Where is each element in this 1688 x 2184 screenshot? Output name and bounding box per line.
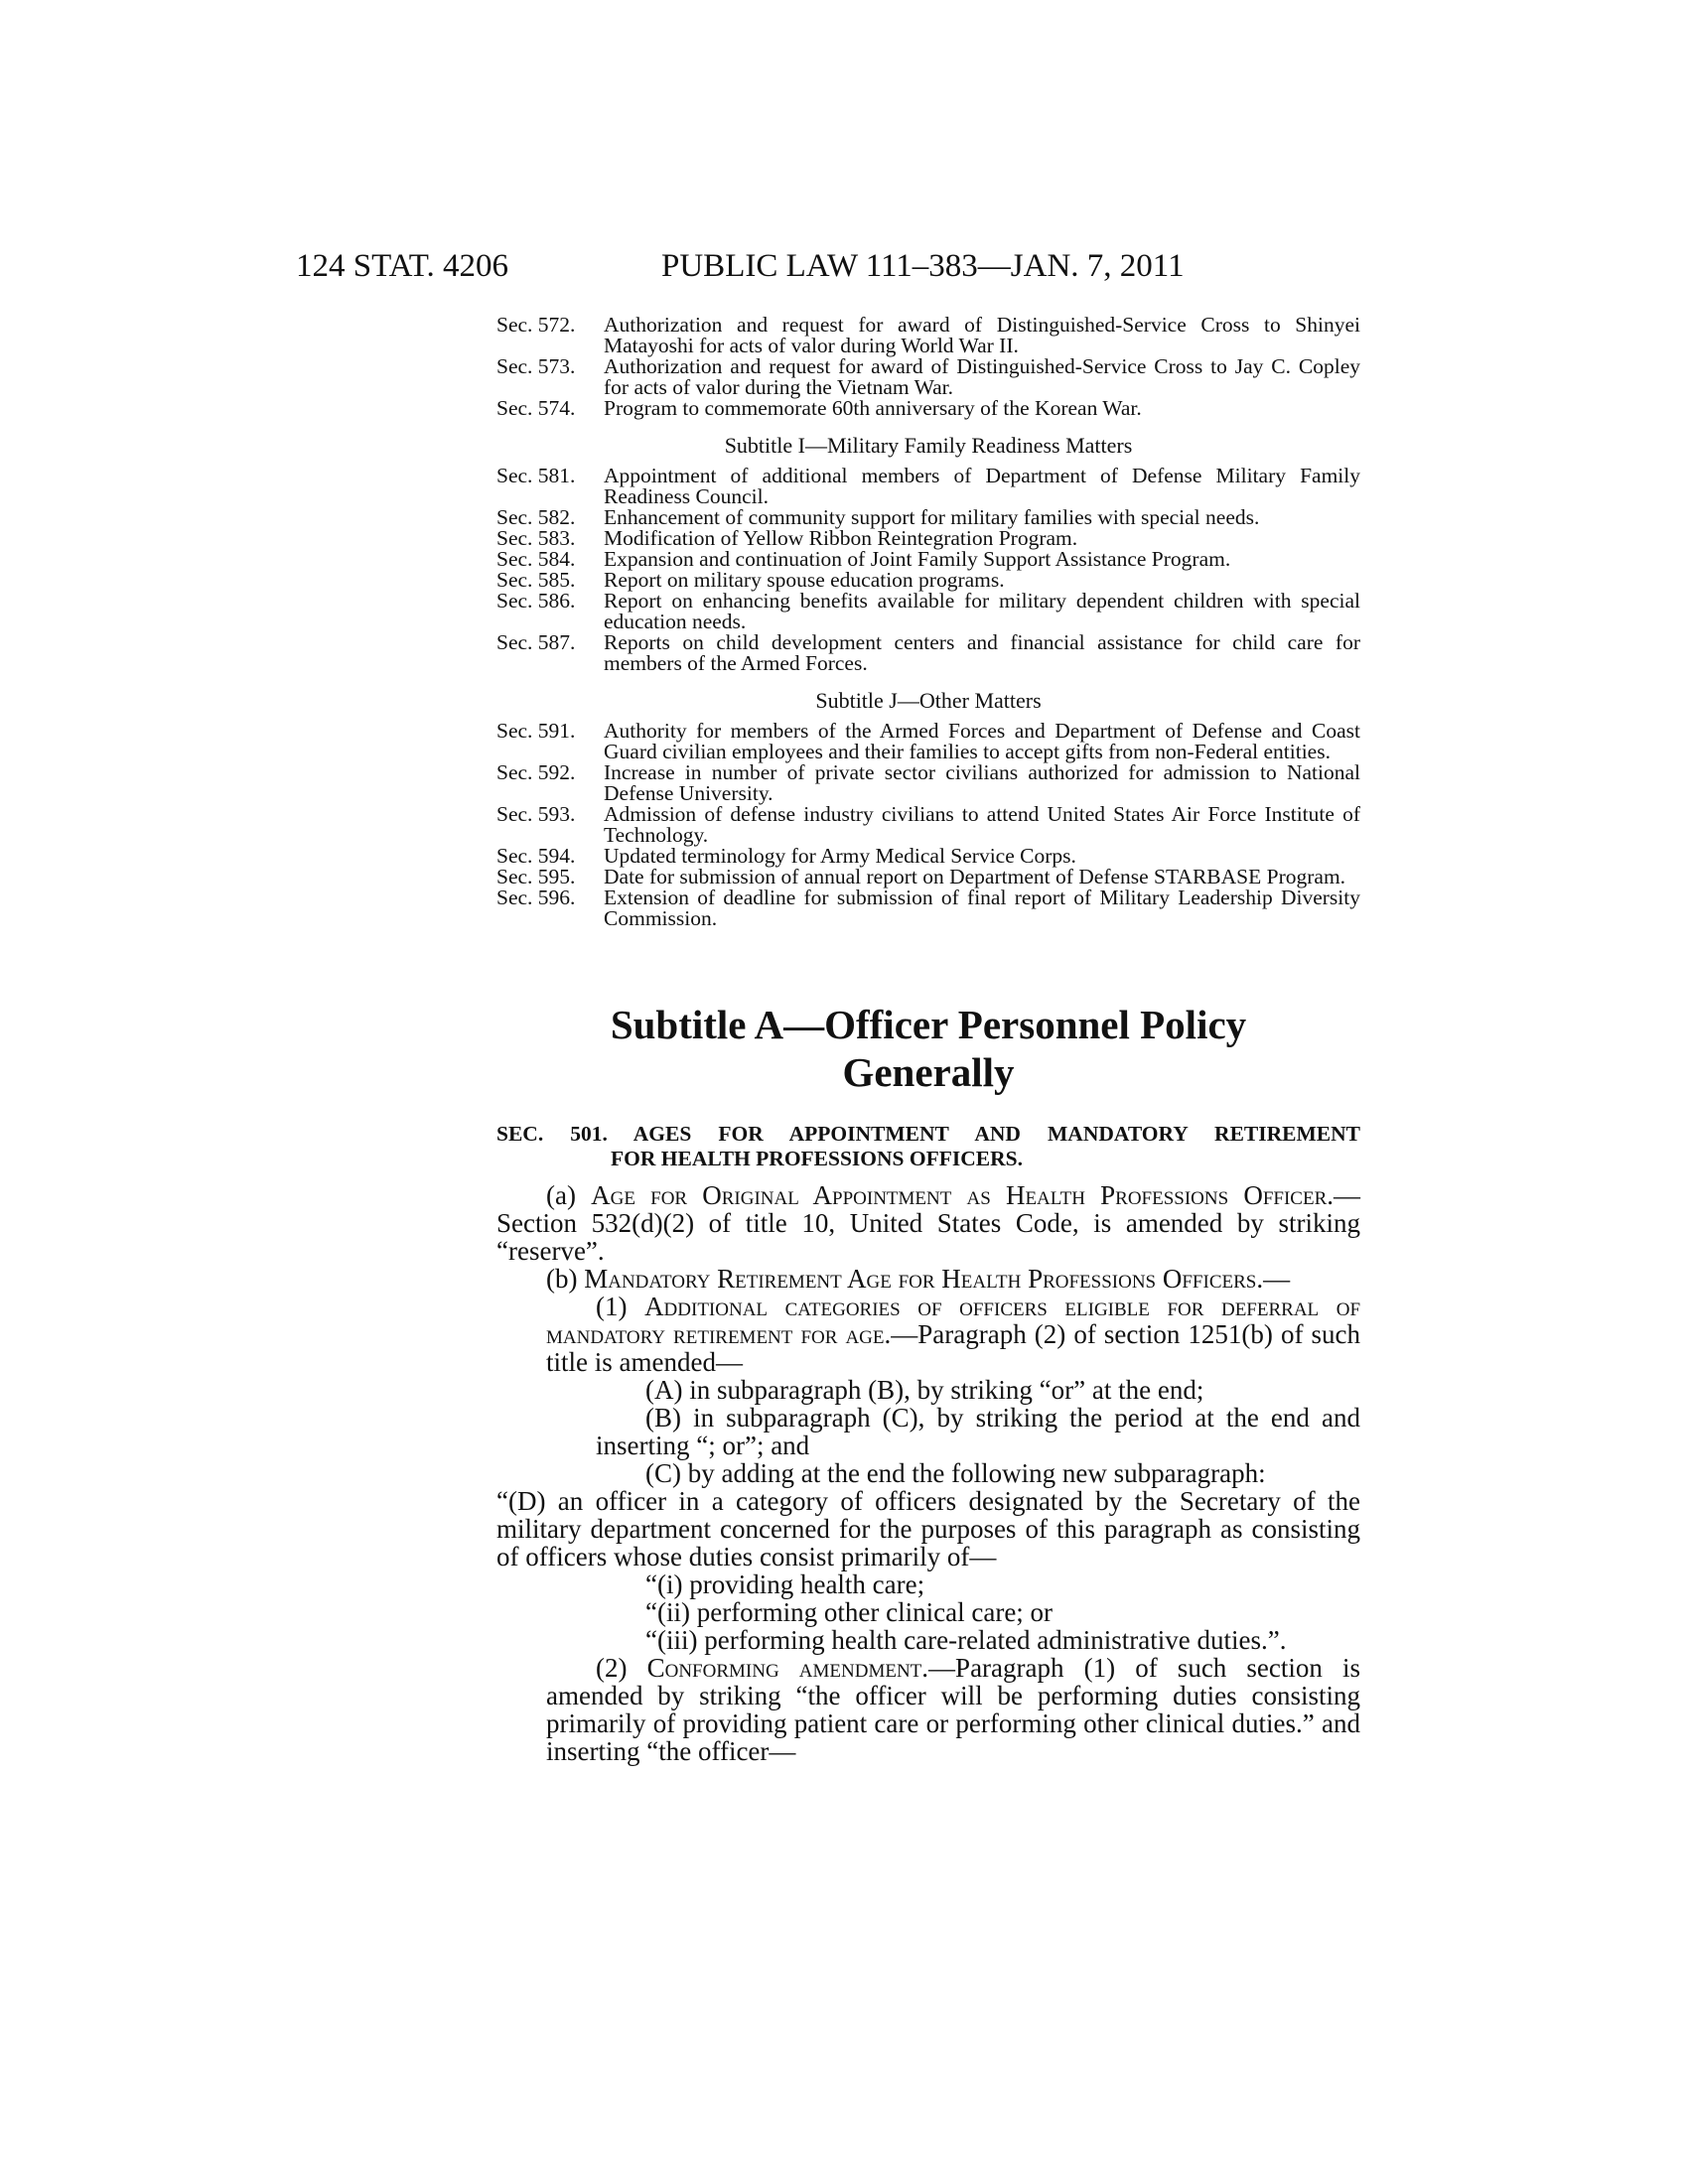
running-head [296,246,1368,286]
toc-entry [496,721,1360,762]
subtitle-heading-line2: Generally [842,1049,1015,1095]
toc-entry-number: Sec. 587. [496,630,576,654]
toc-entry-title: Modification of Yellow Ribbon Reintegration Program. [604,526,1078,550]
table-of-contents [496,315,1360,929]
toc-entry [496,356,1360,398]
toc-subtitle-i: Subtitle I—Military Family Readiness Matters [724,433,1133,458]
paragraph-b2 [496,1654,1360,1765]
quoted-clause-iii: “(iii) performing health care-related administrative duties.”. [645,1625,1287,1655]
toc-entry-number: Sec. 586. [496,589,576,613]
subparagraph-c: (C) by adding at the end the following new subparagraph: [645,1458,1266,1488]
toc-entry-number: Sec. 572. [496,313,576,337]
section-heading-line2: FOR HEALTH PROFESSIONS OFFICERS. [611,1147,1023,1170]
paragraph-b-label: (b) [546,1264,585,1294]
toc-group-h [496,315,1360,419]
section-heading [496,1122,1360,1171]
toc-subtitle-j: Subtitle J—Other Matters [815,688,1042,713]
toc-entry-title: Admission of defense industry civilians to attend United States Air Force Institute of Technology. [604,802,1360,847]
stat-page-number: 124 STAT. 4206 [296,248,509,284]
toc-entry-title: Authority for members of the Armed Forces and Department of Defense and Coast Guard civilian employees and their families to accept gifts from non-Federal entities. [604,719,1360,763]
toc-entry-number: Sec. 596. [496,886,576,909]
toc-entry [496,591,1360,632]
toc-entry-title: Report on enhancing benefits available for military dependent children with special education needs. [604,589,1360,633]
toc-entry [496,570,1360,591]
toc-entry-number: Sec. 595. [496,865,576,888]
toc-entry [496,315,1360,356]
toc-entry [496,867,1360,887]
toc-entry-title: Extension of deadline for submission of final report of Military Leadership Diversity Commission. [604,886,1360,930]
section-body [496,1181,1360,1765]
paragraph-a-text: .—Section 532(d)(2) of title 10, United States Code, is amended by striking “reserve”. [496,1180,1361,1266]
toc-group-i [496,466,1360,674]
toc-entry-title: Appointment of additional members of Department of Defense Military Family Readiness Council. [604,464,1360,508]
quoted-clause-i: “(i) providing health care; [645,1570,925,1599]
toc-entry-title: Reports on child development centers and financial assistance for child care for members of the Armed Forces. [604,630,1360,675]
paragraph-b2-label: (2) [596,1653,647,1683]
paragraph-b1-text: .—Paragraph (2) of section 1251(b) of such title is amended— [546,1319,1360,1377]
toc-entry-title: Program to commemorate 60th anniversary of the Korean War. [604,396,1142,420]
toc-entry [496,846,1360,867]
toc-entry [496,398,1360,419]
toc-entry-number: Sec. 584. [496,547,576,571]
paragraph-b1-label: (1) [596,1292,645,1321]
quoted-subparagraph-d: “(D) an officer in a category of officers designated by the Secretary of the military department concerned for the purposes of this paragraph as consisting of officers whose duties consist primarily of— [496,1486,1360,1571]
toc-entry-number: Sec. 592. [496,760,576,784]
toc-entry-number: Sec. 583. [496,526,576,550]
toc-entry-title: Authorization and request for award of Distinguished-Service Cross to Jay C. Copley for acts of valor during the Vietnam War. [604,354,1360,399]
paragraph-b1 [496,1293,1360,1376]
toc-entry-number: Sec. 591. [496,719,576,743]
toc-entry-number: Sec. 593. [496,802,576,826]
toc-entry-number: Sec. 574. [496,396,576,420]
paragraph-a [496,1181,1360,1265]
toc-entry-title: Report on military spouse education programs. [604,568,1005,592]
toc-entry [496,762,1360,804]
paragraph-a-label: (a) [546,1180,592,1210]
public-law-heading: PUBLIC LAW 111–383—JAN. 7, 2011 [661,248,1185,284]
toc-entry-title: Updated terminology for Army Medical Service Corps. [604,844,1076,868]
toc-entry-title: Enhancement of community support for military families with special needs. [604,505,1260,529]
toc-entry [496,466,1360,507]
subparagraph-a: (A) in subparagraph (B), by striking “or” at the end; [645,1375,1204,1405]
toc-entry [496,528,1360,549]
toc-entry-number: Sec. 573. [496,354,576,378]
toc-entry-number: Sec. 582. [496,505,576,529]
quoted-clause-ii: “(ii) performing other clinical care; or [645,1597,1054,1627]
toc-entry [496,507,1360,528]
toc-entry-title: Expansion and continuation of Joint Family Support Assistance Program. [604,547,1231,571]
toc-entry-number: Sec. 581. [496,464,576,487]
paragraph-b2-text: .—Paragraph (1) of such section is amended by striking “the officer will be performing duties consisting primarily of providing patient care or performing other clinical duties.” and inserting “the officer— [546,1653,1361,1766]
toc-entry [496,549,1360,570]
toc-group-j [496,721,1360,929]
toc-entry [496,632,1360,674]
paragraph-b [496,1265,1360,1293]
toc-entry-title: Authorization and request for award of Distinguished-Service Cross to Shinyei Matayoshi for acts of valor during World War II. [604,313,1360,357]
subtitle-heading [496,1001,1360,1096]
paragraph-b1-caption: Additional categories of officers eligible for deferral of mandatory retirement for age [546,1292,1361,1349]
toc-entry [496,804,1360,846]
paragraph-b-caption: Mandatory Retirement Age for Health Professions Officers [584,1264,1257,1294]
toc-entry-title: Date for submission of annual report on Department of Defense STARBASE Program. [604,865,1346,888]
paragraph-a-caption: Age for Original Appointment as Health Professions Officer [591,1180,1328,1210]
toc-entry-number: Sec. 585. [496,568,576,592]
paragraph-b2-caption: Conforming amendment [646,1653,922,1683]
toc-entry-title: Increase in number of private sector civilians authorized for admission to National Defense University. [604,760,1360,805]
paragraph-b-text: .— [1256,1264,1291,1294]
toc-entry [496,887,1360,929]
section-heading-line1: SEC. 501. AGES FOR APPOINTMENT AND MANDATORY RETIREMENT [496,1122,1360,1146]
subparagraph-b: (B) in subparagraph (C), by striking the period at the end and inserting “; or”; and [596,1403,1360,1460]
subtitle-heading-line1: Subtitle A—Officer Personnel Policy [610,1002,1247,1047]
toc-entry-number: Sec. 594. [496,844,576,868]
